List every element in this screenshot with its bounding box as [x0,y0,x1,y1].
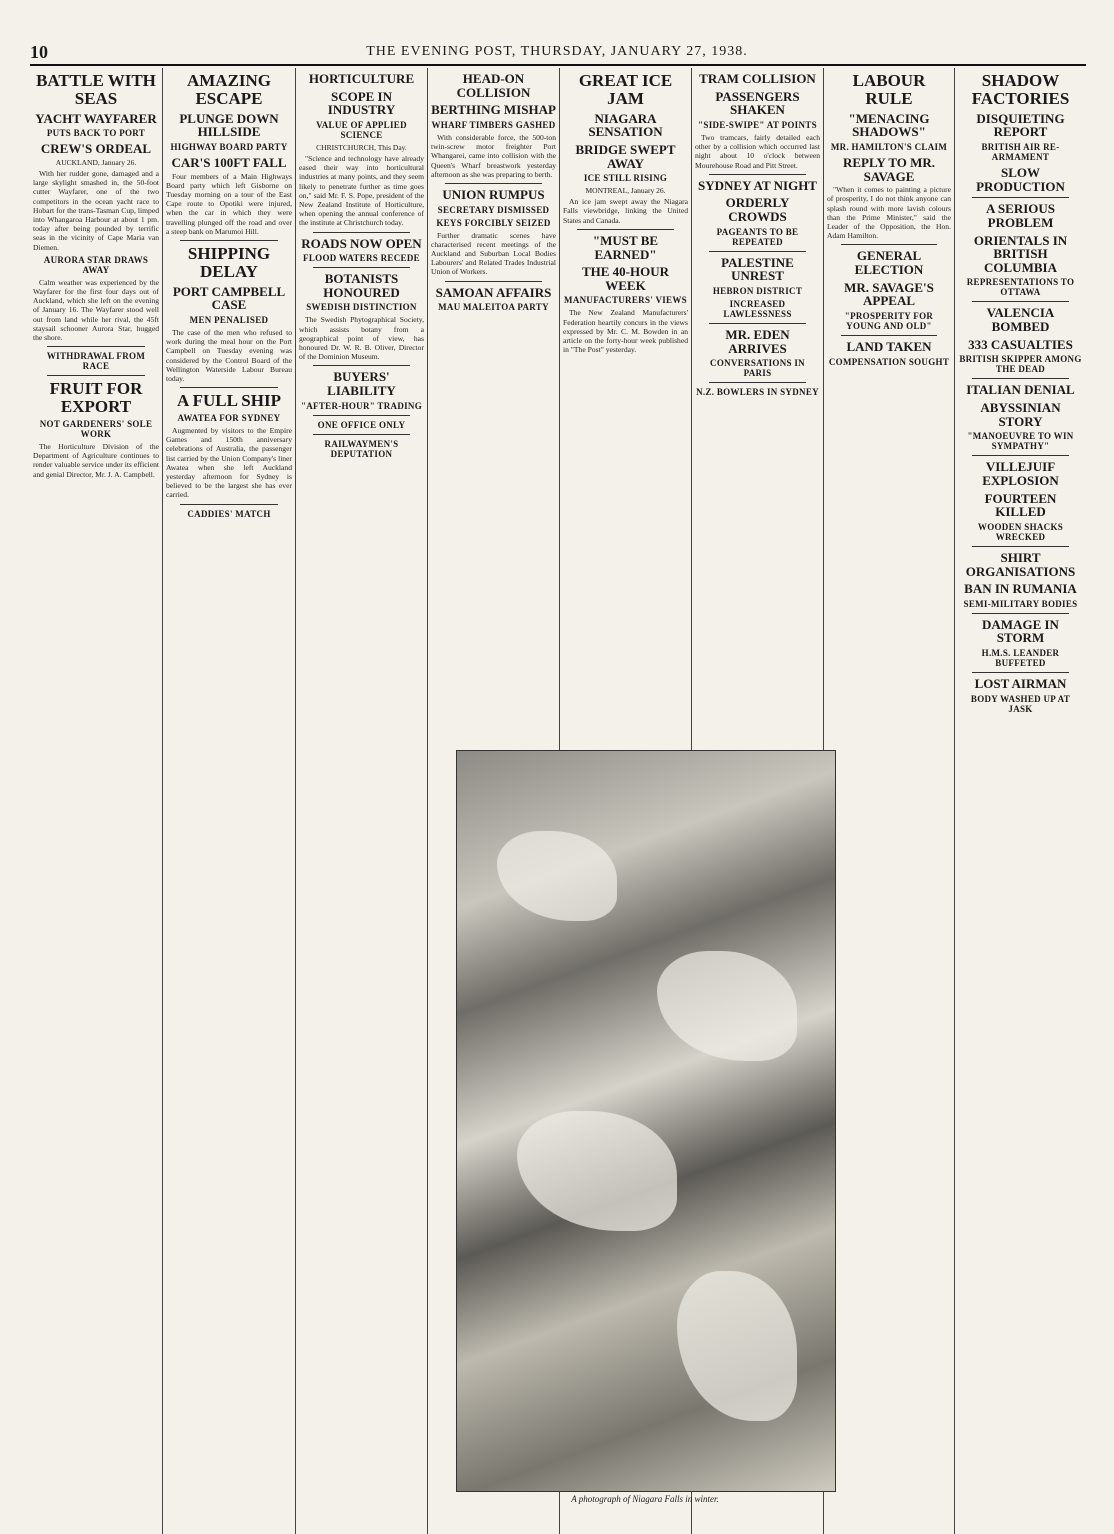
subheadline: AURORA STAR DRAWS AWAY [43,254,149,275]
subheadline: BRITISH SKIPPER AMONG THE DEAD [959,354,1082,375]
headline: HORTICULTURE [308,71,415,86]
article-body: Calm weather was experienced by the Wayfarer for the first four days out of Auckland, which she left on the evening of January 16. The Wayfarer stood well out from land while her rival, the 45ft staysail schooner Aurora Star, hugged the shore. [33,277,159,343]
article-body: With considerable force, the 500-ton twin-screw motor freighter Port Whangarei, came into collision with the Queen's Wharf breastwork yesterday afternoon as she was preparing to berth. [431,132,556,179]
subheadline: REPRESENTATIONS TO OTTAWA [966,277,1075,298]
headline: LOST AIRMAN [974,676,1067,692]
article-body: The case of the men who refused to work during the meal hour on the Port Campbell on Tuesday evening was considered by the Control Board of the Wellington Waterside Labour Bureau today. [166,328,292,384]
headline: NIAGARA SENSATION [588,110,663,140]
headline: SHIRT ORGANISATIONS [965,549,1076,579]
niagara-photo [456,750,836,1492]
headline: THE 40-HOUR WEEK [581,264,670,293]
subheadline: CADDIES' MATCH [187,508,271,519]
headline: A SERIOUS PROBLEM [986,201,1055,230]
subheadline: BRITISH AIR RE-ARMAMENT [981,141,1060,162]
subheadline: "MANOEUVRE TO WIN SYMPATHY" [967,431,1074,452]
subheadline: "SIDE-SWIPE" AT POINTS [698,119,817,130]
headline: UNION RUMPUS [442,186,545,202]
headline: LAND TAKEN [846,339,932,355]
headline: "MUST BE EARNED" [592,232,659,262]
column-1 [30,68,163,1534]
column-2 [163,68,296,1534]
subheadline: HIGHWAY BOARD PARTY [170,141,288,152]
headline: BERTHING MISHAP [431,102,556,118]
column-8 [955,68,1086,1534]
dateline: MONTREAL, January 26. [585,186,666,196]
article-body: Augmented by visitors to the Empire Games and 150th anniversary celebrations of Australia, the passenger list carried by the Union Company's liner Awatea when she left Auckland yesterday afternoon for Sydney is believed to be the largest she has ever carried. [166,426,292,500]
headline: SCOPE IN INDUSTRY [327,88,396,118]
subheadline: SECRETARY DISMISSED [437,204,550,215]
subheadline: "PROSPERITY FOR YOUNG AND OLD" [844,311,934,332]
masthead [0,0,1114,60]
headline: VALENCIA BOMBED [986,305,1055,335]
divider [709,323,806,324]
subheadline: KEYS FORCIBLY SEIZED [436,217,551,228]
headline: BRIDGE SWEPT AWAY [575,141,676,171]
headline: VILLEJUIF EXPLOSION [982,459,1059,488]
headline: PASSENGERS SHAKEN [715,88,800,118]
article-body: "Science and technology have already eased their way into horticultural industries at many points, and they seem likely to penetrate further as time goes on," said Mr. F. S. Pope, president of the New Zealand Institute of Horticulture, when opening the annual conference of the institute at Christchurch today. [299,153,424,228]
subheadline: WHARF TIMBERS GASHED [431,119,556,130]
divider [972,455,1069,456]
divider [313,415,410,416]
divider [180,387,278,388]
headline: DISQUIETING REPORT [976,110,1065,140]
subheadline: WITHDRAWAL FROM RACE [46,351,146,372]
page-number: 10 [30,42,48,62]
headline: LABOUR RULE [852,71,926,108]
headline: BUYERS' LIABILITY [327,369,396,399]
subheadline: VALUE OF APPLIED SCIENCE [316,119,407,140]
headline: HEAD-ON COLLISION [456,71,531,100]
divider [709,382,806,383]
subheadline: MAU MALEITOA PARTY [438,302,549,313]
subheadline: ICE STILL RISING [583,173,668,184]
headline: MR. EDEN ARRIVES [725,326,790,356]
subheadline: "AFTER-HOUR" TRADING [300,400,423,411]
subheadline: HEBRON DISTRICT [712,285,803,296]
divider [180,504,278,505]
headline: AMAZING ESCAPE [186,71,272,108]
subheadline: SEMI-MILITARY BODIES [963,598,1078,609]
divider [180,240,278,241]
headline: ABYSSINIAN STORY [980,400,1061,429]
headline: ORIENTALS IN BRITISH COLUMBIA [973,232,1068,275]
top-rule [30,64,1086,66]
divider [841,244,937,245]
headline: GREAT ICE JAM [578,71,673,108]
article-body: An ice jam swept away the Niagara Falls viewbridge, linking the United States and Canada. [563,197,688,225]
article-body: "When it comes to painting a picture of prosperity, I do not think anyone can splash round with more lavish colours than the Prime Minister," said the Leader of the Opposition, the Hon. Adam Hamilton. [827,185,951,241]
article-body: Four members of a Main Highways Board party which left Gisborne on Tuesday morning on a tour of the East Cape route to Opotiki were injured, when the car in which they were travelling plunged off the road and over a steep bank on Marumoi Hill. [166,171,292,236]
headline: PORT CAMPBELL CASE [172,283,286,313]
headline: SYDNEY AT NIGHT [698,177,817,193]
divider [709,251,806,252]
headline: BOTANISTS HONOURED [323,271,400,300]
headline: FRUIT FOR EXPORT [49,379,143,417]
headline: PLUNGE DOWN HILLSIDE [179,110,279,140]
subheadline: NOT GARDENERS' SOLE WORK [39,418,153,439]
subheadline: H.M.S. LEANDER BUFFETED [981,648,1060,669]
dateline: AUCKLAND, January 26. [55,157,137,167]
photo-caption: A photograph of Niagara Falls in winter. [571,1494,719,1504]
headline: SAMOAN AFFAIRS [435,284,552,300]
subheadline: AWATEA FOR SYDNEY [177,413,281,424]
subheadline: FLOOD WATERS RECEDE [303,253,420,264]
divider [709,174,806,175]
divider [313,434,410,435]
subheadline: MANUFACTURERS' VIEWS [564,295,687,306]
divider [47,375,145,376]
subheadline: ONE OFFICE ONLY [317,419,406,430]
divider [972,378,1069,379]
headline: DAMAGE IN STORM [982,616,1059,646]
headline: CAR'S 100FT FALL [171,154,287,170]
article-body: Two tramcars, fairly detailed each other by a collision which occurred last night about 10 o'clock between Mourehouse Road and Pitt Street. [695,132,820,170]
subheadline: PAGEANTS TO BE REPEATED [716,226,799,247]
headline: PALESTINE UNREST [721,254,794,284]
divider [445,183,542,184]
divider [841,335,937,336]
headline: YACHT WAYFARER [35,110,157,126]
headline: BATTLE WITH SEAS [36,71,156,108]
divider [47,346,145,347]
headline: GENERAL ELECTION [854,248,924,278]
headline: "MENACING SHADOWS" [848,110,930,140]
subheadline: MR. HAMILTON'S CLAIM [830,141,948,152]
subheadline: N.Z. BOWLERS IN SYDNEY [696,387,819,398]
divider [313,365,410,366]
divider [313,232,410,233]
column-3 [296,68,428,1534]
subheadline: MEN PENALISED [189,315,269,325]
headline: SHADOW FACTORIES [971,71,1070,108]
dateline: CHRISTCHURCH, This Day. [316,142,407,152]
headline: CREW'S ORDEAL [40,141,152,157]
divider [972,613,1069,614]
article-body: The Horticulture Division of the Department of Agriculture continues to render valuable service under its efficient and genial Director, Mr. J. A. Campbell. [33,441,159,479]
headline: ROADS NOW OPEN [301,235,422,251]
headline: ORDERLY CROWDS [725,195,790,225]
headline: ITALIAN DENIAL [966,382,1075,398]
subheadline: BODY WASHED UP AT JASK [970,693,1071,714]
divider [577,229,674,230]
paper-title: THE EVENING POST, THURSDAY, JANUARY 27, 1938. [366,44,748,59]
divider [972,672,1069,673]
subheadline: CONVERSATIONS IN PARIS [710,358,805,379]
headline: TRAM COLLISION [699,71,816,86]
divider [313,267,410,268]
article-body: Further dramatic scenes have characterised recent meetings of the Auckland and Suburban Local Bodies Labourers' and Related Trades Industrial Union of Workers. [431,230,556,277]
headline: REPLY TO MR. SAVAGE [842,154,936,184]
article-body: The New Zealand Manufacturers' Federation heartily concurs in the views expressed by Mr. C. M. Bowden in an article on the forty-hour week published in "The Post" yesterday. [563,308,688,355]
subheadline: SWEDISH DISTINCTION [306,302,417,313]
divider [972,546,1069,547]
subheadline: PUTS BACK TO PORT [46,128,146,139]
headline: SLOW PRODUCTION [976,164,1065,194]
divider [972,301,1069,302]
article-body: The Swedish Phytographical Society, which assists botany from a geographical point of view, has honoured Dr. W. R. B. Oliver, Director of the Dominion Museum. [299,315,424,362]
headline: SHIPPING DELAY [187,244,271,281]
headline: MR. SAVAGE'S APPEAL [844,279,934,309]
subheadline: COMPENSATION SOUGHT [828,356,950,367]
headline: A FULL SHIP [177,391,281,411]
subheadline: RAILWAYMEN'S DEPUTATION [324,438,399,459]
divider [445,281,542,282]
headline: BAN IN RUMANIA [964,581,1077,597]
column-7 [824,68,955,1534]
subheadline: INCREASED LAWLESSNESS [723,298,792,319]
article-body: With her rudder gone, damaged and a large skylight smashed in, the 50-foot cutter Wayfarer, one of the two competitors in the ocean yacht race to Hobart for the trans-Tasman Cup, limped into Whangaroa Harbour at about 1 pm. today after being pounded by terrific seas in the vicinity of Cape Maria van Diemen. [33,168,159,252]
subheadline: WOODEN SHACKS WRECKED [977,521,1064,542]
divider [972,197,1069,198]
headline: FOURTEEN KILLED [984,490,1057,520]
headline: 333 CASUALTIES [968,336,1073,352]
